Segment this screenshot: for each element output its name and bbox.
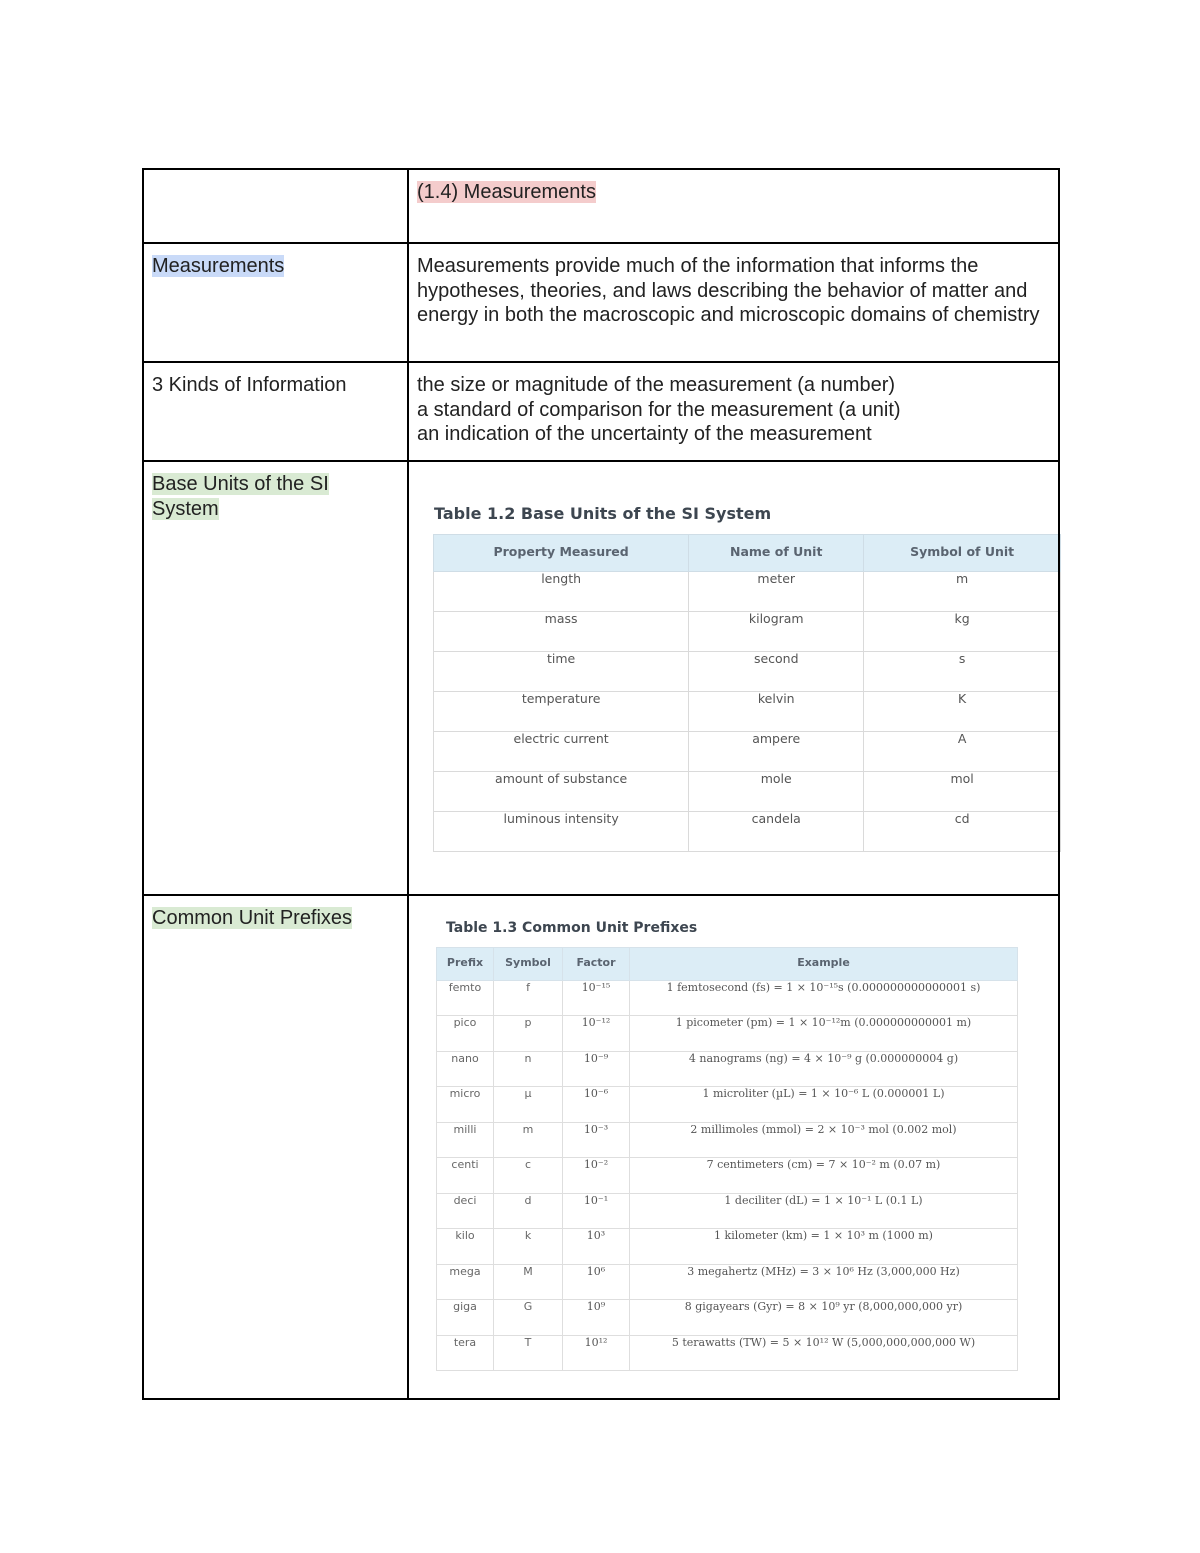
table-row (434, 691, 1061, 731)
si-cell: mass (434, 611, 689, 651)
example-cell: 1 deciliter (dL) = 1 × 10⁻¹ L (0.1 L) (630, 1193, 1018, 1229)
symbol-cell: k (494, 1229, 563, 1265)
prefix-cell: giga (437, 1300, 494, 1336)
info-line: the size or magnitude of the measurement (a number) (417, 374, 896, 396)
symbol-cell: µ (494, 1087, 563, 1123)
example-cell: 1 femtosecond (fs) = 1 × 10⁻¹⁵s (0.000000000000001 s) (630, 980, 1018, 1016)
term-cell (143, 362, 408, 461)
factor-cell: 10⁻⁹ (563, 1051, 630, 1087)
info-line: an indication of the uncertainty of the measurement (417, 423, 872, 445)
term-base-units: Base Units of the SI System (152, 473, 329, 520)
si-header-row (434, 534, 1061, 571)
table-row (434, 771, 1061, 811)
factor-cell: 10¹² (563, 1335, 630, 1371)
si-table-title: Table 1.2 Base Units of the SI System (434, 504, 772, 523)
table-row (434, 571, 1061, 611)
definition-cell (408, 362, 1059, 461)
term-unit-prefixes: Common Unit Prefixes (152, 907, 353, 929)
table-row (434, 731, 1061, 771)
si-cell: kg (864, 611, 1061, 651)
prefix-cell: kilo (437, 1229, 494, 1265)
example-cell: 3 megahertz (MHz) = 3 × 10⁶ Hz (3,000,000 Hz) (630, 1264, 1018, 1300)
table-row (437, 1051, 1018, 1087)
notes-header-cell (408, 169, 1059, 243)
table-row (437, 1264, 1018, 1300)
si-cell: mole (689, 771, 864, 811)
si-cell: candela (689, 811, 864, 851)
example-cell: 1 kilometer (km) = 1 × 10³ m (1000 m) (630, 1229, 1018, 1265)
example-cell: 1 picometer (pm) = 1 × 10⁻¹²m (0.000000000001 m) (630, 1016, 1018, 1052)
prefix-table-title: Table 1.3 Common Unit Prefixes (446, 920, 698, 936)
definition-measurements: Measurements provide much of the information that informs the hypotheses, theories, and laws describing the behavior of matter and energy in both the macroscopic and microscopic domains of chemistry (417, 255, 1040, 326)
si-cell: K (864, 691, 1061, 731)
table-row (434, 811, 1061, 851)
table-row (437, 1016, 1018, 1052)
table-row (437, 1122, 1018, 1158)
prefix-cell: centi (437, 1158, 494, 1194)
symbol-cell: T (494, 1335, 563, 1371)
prefix-header-cell: Symbol (494, 947, 563, 980)
notes-row (143, 895, 1059, 1399)
si-header-cell: Name of Unit (689, 534, 864, 571)
notes-row (143, 362, 1059, 461)
table-row (437, 1193, 1018, 1229)
symbol-cell: G (494, 1300, 563, 1336)
table-row (437, 1158, 1018, 1194)
image-cell (408, 461, 1059, 895)
term-cell (143, 243, 408, 362)
term-measurements: Measurements (152, 255, 285, 277)
symbol-cell: d (494, 1193, 563, 1229)
table-row (437, 1335, 1018, 1371)
si-cell: kelvin (689, 691, 864, 731)
factor-cell: 10⁻³ (563, 1122, 630, 1158)
term-cell (143, 895, 408, 1399)
si-cell: amount of substance (434, 771, 689, 811)
table-row (437, 1087, 1018, 1123)
table-row (437, 1300, 1018, 1336)
si-cell: second (689, 651, 864, 691)
info-line: a standard of comparison for the measurement (a unit) (417, 398, 901, 421)
table-row (434, 651, 1061, 691)
notes-row (143, 243, 1059, 362)
symbol-cell: n (494, 1051, 563, 1087)
notes-table (142, 168, 1060, 1400)
factor-cell: 10⁻² (563, 1158, 630, 1194)
si-cell: kilogram (689, 611, 864, 651)
si-cell: m (864, 571, 1061, 611)
notes-header-row (143, 169, 1059, 243)
si-cell: meter (689, 571, 864, 611)
notes-row (143, 461, 1059, 895)
factor-cell: 10⁻¹ (563, 1193, 630, 1229)
prefix-cell: tera (437, 1335, 494, 1371)
example-cell: 8 gigayears (Gyr) = 8 × 10⁹ yr (8,000,000,000 yr) (630, 1300, 1018, 1336)
table-row (434, 611, 1061, 651)
symbol-cell: m (494, 1122, 563, 1158)
example-cell: 5 terawatts (TW) = 5 × 10¹² W (5,000,000,000,000 W) (630, 1335, 1018, 1371)
factor-cell: 10⁹ (563, 1300, 630, 1336)
example-cell: 1 microliter (µL) = 1 × 10⁻⁶ L (0.000001 L) (630, 1087, 1018, 1123)
notes-header-blank-cell (143, 169, 408, 243)
prefix-cell: mega (437, 1264, 494, 1300)
symbol-cell: p (494, 1016, 563, 1052)
image-cell (408, 895, 1059, 1399)
si-cell: ampere (689, 731, 864, 771)
si-cell: electric current (434, 731, 689, 771)
factor-cell: 10⁻⁶ (563, 1087, 630, 1123)
si-cell: A (864, 731, 1061, 771)
example-cell: 7 centimeters (cm) = 7 × 10⁻² m (0.07 m) (630, 1158, 1018, 1194)
prefix-header-cell: Prefix (437, 947, 494, 980)
prefix-cell: femto (437, 980, 494, 1016)
symbol-cell: c (494, 1158, 563, 1194)
example-cell: 2 millimoles (mmol) = 2 × 10⁻³ mol (0.002 mol) (630, 1122, 1018, 1158)
table-row (437, 980, 1018, 1016)
example-cell: 4 nanograms (ng) = 4 × 10⁻⁹ g (0.000000004 g) (630, 1051, 1018, 1087)
si-base-units-table (433, 534, 1061, 852)
si-header-cell: Symbol of Unit (864, 534, 1061, 571)
symbol-cell: M (494, 1264, 563, 1300)
si-cell: mol (864, 771, 1061, 811)
definition-cell (408, 243, 1059, 362)
prefix-cell: deci (437, 1193, 494, 1229)
prefix-cell: nano (437, 1051, 494, 1087)
prefix-cell: micro (437, 1087, 494, 1123)
si-cell: time (434, 651, 689, 691)
si-cell: s (864, 651, 1061, 691)
si-header-cell: Property Measured (434, 534, 689, 571)
section-title: (1.4) Measurements (417, 181, 596, 203)
prefix-header-cell: Example (630, 947, 1018, 980)
prefix-cell: pico (437, 1016, 494, 1052)
si-cell: luminous intensity (434, 811, 689, 851)
unit-prefix-table (436, 947, 1018, 1372)
table-row (437, 1229, 1018, 1265)
factor-cell: 10⁻¹⁵ (563, 980, 630, 1016)
prefix-header-cell: Factor (563, 947, 630, 980)
si-cell: length (434, 571, 689, 611)
factor-cell: 10⁻¹² (563, 1016, 630, 1052)
factor-cell: 10⁶ (563, 1264, 630, 1300)
prefix-header-row (437, 947, 1018, 980)
symbol-cell: f (494, 980, 563, 1016)
si-cell: temperature (434, 691, 689, 731)
term-cell (143, 461, 408, 895)
prefix-cell: milli (437, 1122, 494, 1158)
si-cell: cd (864, 811, 1061, 851)
factor-cell: 10³ (563, 1229, 630, 1265)
term-kinds-of-information: 3 Kinds of Information (152, 374, 347, 396)
